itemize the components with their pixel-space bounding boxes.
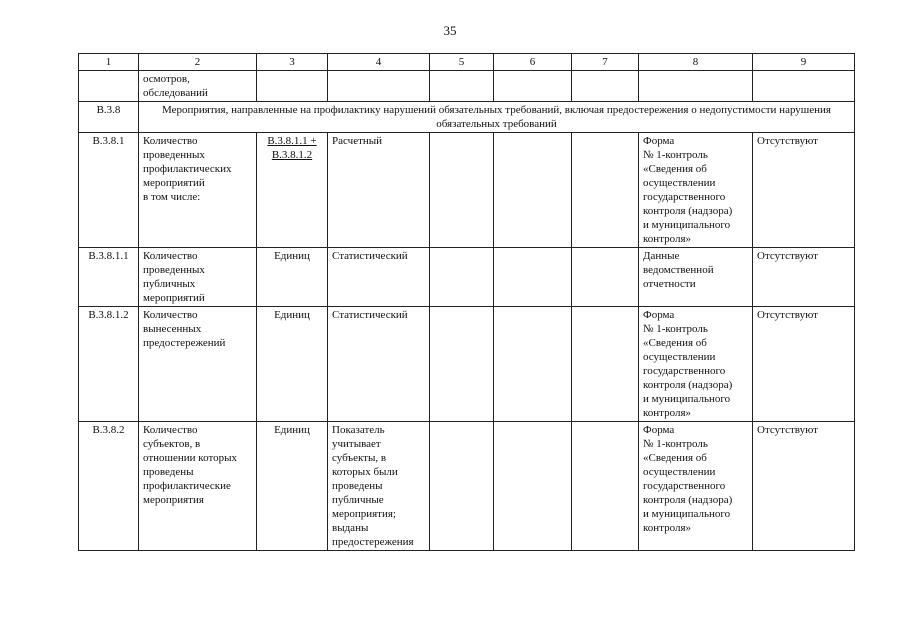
section-title: Мероприятия, направленные на профилактику нарушений обязательных требований, включая предостережения о недопустимости нарушения обязательных требований — [139, 102, 855, 133]
row-formula — [257, 133, 328, 248]
table-cell — [79, 71, 139, 102]
table-cell — [494, 248, 572, 307]
table-row — [79, 422, 855, 551]
section-row — [79, 102, 855, 133]
table-cell — [430, 307, 494, 422]
table-cell — [430, 71, 494, 102]
row-name: Количество проведенных профилактических мероприятий в том числе: — [139, 133, 257, 248]
table-cell — [257, 71, 328, 102]
table-cell — [572, 133, 639, 248]
header-cell: 7 — [572, 54, 639, 71]
row-source: Данные ведомственной отчетности — [639, 248, 753, 307]
row-note: Отсутствуют — [753, 422, 855, 551]
header-cell: 5 — [430, 54, 494, 71]
header-cell: 3 — [257, 54, 328, 71]
table-cell — [753, 71, 855, 102]
row-note: Отсутствуют — [753, 133, 855, 248]
table-cell — [430, 422, 494, 551]
header-cell: 2 — [139, 54, 257, 71]
row-name: Количество вынесенных предостережений — [139, 307, 257, 422]
row-unit: Единиц — [257, 422, 328, 551]
indicators-table — [78, 53, 855, 551]
row-code: В.3.8.1 — [79, 133, 139, 248]
row-code: В.3.8.1.1 — [79, 248, 139, 307]
row-unit: Единиц — [257, 307, 328, 422]
formula-part: В.3.8.1.2 — [271, 149, 313, 161]
header-row — [79, 54, 855, 71]
row-source: Форма № 1-контроль «Сведения об осуществлении государственного контроля (надзора) и муниципального контроля» — [639, 133, 753, 248]
section-code: В.3.8 — [79, 102, 139, 133]
table-cell — [572, 71, 639, 102]
row-code: В.3.8.1.2 — [79, 307, 139, 422]
table-cell — [328, 71, 430, 102]
continuation-row — [79, 71, 855, 102]
row-name: Количество субъектов, в отношении которых проведены профилактические мероприятия — [139, 422, 257, 551]
row-note: Отсутствуют — [753, 248, 855, 307]
table-cell — [494, 133, 572, 248]
table-cell — [430, 248, 494, 307]
row-note: Отсутствуют — [753, 307, 855, 422]
header-cell: 9 — [753, 54, 855, 71]
table-row — [79, 133, 855, 248]
continuation-text: осмотров, обследований — [139, 71, 257, 102]
header-cell: 8 — [639, 54, 753, 71]
header-cell: 6 — [494, 54, 572, 71]
header-cell: 1 — [79, 54, 139, 71]
row-name: Количество проведенных публичных мероприятий — [139, 248, 257, 307]
table-cell — [494, 71, 572, 102]
table-row — [79, 248, 855, 307]
row-code: В.3.8.2 — [79, 422, 139, 551]
table-cell — [430, 133, 494, 248]
row-method: Расчетный — [328, 133, 430, 248]
table-row — [79, 307, 855, 422]
table-cell — [639, 71, 753, 102]
row-method: Статистический — [328, 307, 430, 422]
table-cell — [494, 422, 572, 551]
row-method: Статистический — [328, 248, 430, 307]
table-cell — [494, 307, 572, 422]
row-unit: Единиц — [257, 248, 328, 307]
table-cell — [572, 248, 639, 307]
page-number: 35 — [443, 23, 457, 38]
formula-part: В.3.8.1.1 + — [267, 135, 317, 147]
header-cell: 4 — [328, 54, 430, 71]
row-source: Форма № 1-контроль «Сведения об осуществлении государственного контроля (надзора) и муниципального контроля» — [639, 422, 753, 551]
table-cell — [572, 307, 639, 422]
table-cell — [572, 422, 639, 551]
row-method: Показатель учитывает субъекты, в которых были проведены публичные мероприятия; выданы предостережения — [328, 422, 430, 551]
row-source: Форма № 1-контроль «Сведения об осуществлении государственного контроля (надзора) и муниципального контроля» — [639, 307, 753, 422]
